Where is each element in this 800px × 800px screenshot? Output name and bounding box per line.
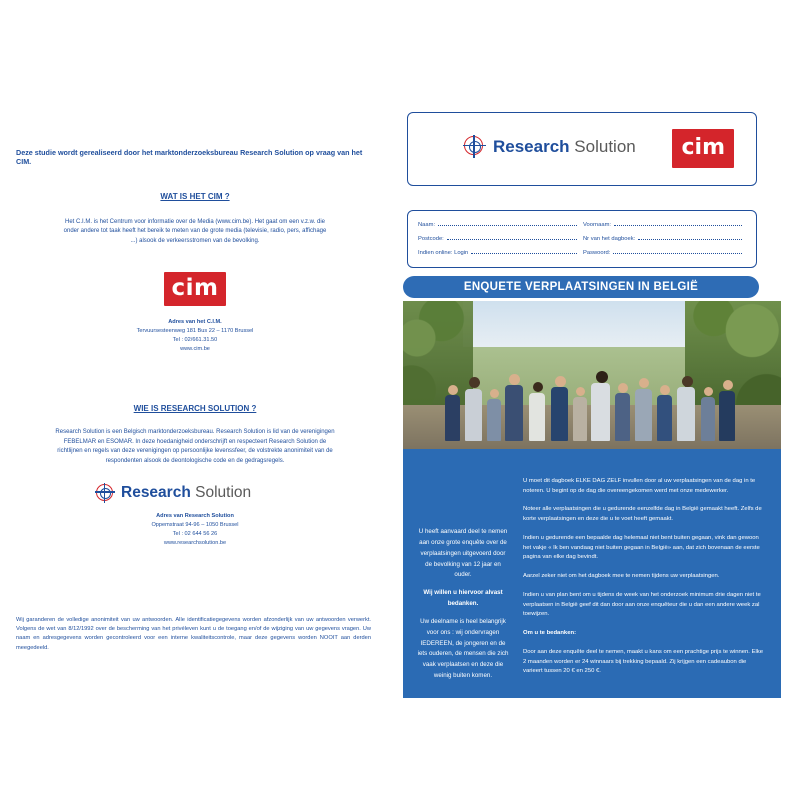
research-solution-wordmark-bold: Research	[121, 484, 191, 502]
cim-website-link[interactable]: www.cim.be	[180, 345, 210, 352]
rs-address-line1: Oppemstraat 94-96 – 1050 Brussel	[151, 521, 239, 528]
reward-title: Om u te bedanken:	[523, 630, 577, 637]
logo-card	[407, 112, 757, 186]
instruction-paragraph-5: Indien u van plan bent om u tijdens de week van het onderzoek minimum drie dagen niet te verplaatsen in België geef dit dan door aan onze enquêteur die u dan een andere week zal toewijzen.	[523, 591, 761, 618]
instructions-left-column	[417, 527, 509, 682]
research-solution-wordmark-light: Solution	[574, 137, 636, 156]
paswoord-label: Paswoord:	[583, 250, 611, 256]
privacy-footer-note: Wij garanderen de volledige anonimiteit van uw antwoorden. Alle identificatiegegevens worden afzonderlijk van uw antwoorden verwerkt. Volgens de wet van 8/12/1992 over de bescherming van het privéleven kunt u de toegang en/of de wijziging van uw gegevens vragen. Uw naam en adresgegevens worden gecontroleerd voor een interne kwaliteitscontrole, maar deze gegevens worden NOOIT aan derden meegedeeld.	[16, 617, 371, 651]
paswoord-input[interactable]	[613, 247, 742, 254]
login-input[interactable]	[471, 247, 577, 254]
rs-website-link[interactable]: www.researchsolution.be	[163, 539, 227, 546]
intro-line: Deze studie wordt gerealiseerd door het marktonderzoeksbureau Research Solution op vraag van het CIM.	[16, 148, 363, 167]
login-label: Indien online: Login	[418, 250, 469, 256]
reward-paragraph: Door aan deze enquête deel te nemen, maakt u kans om een prachtige prijs te winnen. Elke 2 maanden worden er 24 winnaars bij trekking bepaald. Zij krijgen een cadeaubon die varieert tussen 20 € en 250 €.	[523, 648, 764, 675]
research-solution-address	[0, 512, 390, 548]
left-page	[0, 0, 390, 800]
section-what-is-cim-body: Het C.I.M. is het Centrum voor informatie over de Media (www.cim.be). Het gaat om een v.z.w. die onder andere tot taak heeft het bereik te meten van de grote media (televisie, radio, pers, affichage ...) alsook de verkeersstromen van de bevolking.	[63, 219, 327, 244]
cim-logo	[0, 272, 390, 306]
photo-sky	[463, 301, 703, 347]
instruction-paragraph-2: Noteer alle verplaatsingen die u gedurende eenzelfde dag in België gemaakt heeft. Zelfs de korte verplaatsingen en deze die u te voet heeft gemaakt.	[523, 506, 762, 523]
research-solution-wordmark-light: Solution	[195, 484, 252, 502]
cim-wordmark: cim	[164, 272, 227, 306]
section-who-is-research-solution-title: WIE IS RESEARCH SOLUTION ?	[133, 404, 257, 413]
dagboek-nummer-label: Nr van het dagboek:	[583, 236, 636, 242]
rs-address-line2: Tel : 02 644 56 26	[172, 530, 218, 537]
voornaam-input[interactable]	[614, 219, 742, 226]
right-page	[390, 104, 785, 704]
instruction-paragraph-4: Aarzel zeker niet om het dagboek mee te nemen tijdens uw verplaatsingen.	[523, 573, 720, 580]
research-solution-wordmark-bold: Research	[493, 137, 570, 156]
instructions-right-column	[523, 477, 767, 686]
cim-wordmark-header: cim	[672, 129, 734, 168]
section-who-is-research-solution-body: Research Solution is een Belgisch marktonderzoeksbureau. Research Solution is lid van de verenigingen FEBELMAR en ESOMAR. In deze hoedanigheid onderschrijft en respecteert Research Solution de richtlijnen en regels van deze verenigingen op persoonlijke levenssfeer, de volstrekte anonimiteit van de respondenten alsook de deontologische code en de gedragsregels.	[55, 429, 335, 464]
instruction-paragraph-3: Indien u gedurende een bepaalde dag helemaal niet bent buiten gegaan, vink dan gewoon het vakje « Ik ben vandaag niet buiten gegaan in België» aan, dat zich bovenaan de eerste pagina van elke dag bevindt.	[523, 534, 760, 561]
thank-you-paragraph-2: Uw deelname is heel belangrijk voor ons : wij ondervragen IEDEREEN, de jongeren en de iets ouderen, de mensen die zich vaak verplaatsen en deze die weinig buiten komen.	[417, 617, 509, 680]
research-solution-logo-header	[463, 135, 636, 158]
cim-address-line2: Tel : 02/661.31.50	[172, 336, 218, 343]
rs-address-title: Adres van Research Solution	[156, 513, 234, 519]
respondent-form	[407, 210, 757, 268]
naam-input[interactable]	[438, 219, 577, 226]
crowd-photo	[403, 301, 781, 449]
research-solution-logo	[95, 480, 295, 506]
survey-title-banner: ENQUETE VERPLAATSINGEN IN BELGIË	[403, 276, 759, 298]
instructions-panel	[403, 449, 781, 698]
cim-address-line1: Tervuursesteenweg 181 Bus 22 – 1170 Brussel	[136, 327, 254, 334]
target-icon	[463, 135, 486, 158]
dagboek-nummer-input[interactable]	[638, 233, 742, 240]
photo-crowd	[439, 343, 739, 443]
thank-you-bold: Wij willen u hiervoor alvast bedanken.	[423, 589, 503, 608]
postcode-input[interactable]	[447, 233, 577, 240]
section-what-is-cim-title: WAT IS HET CIM ?	[160, 192, 230, 201]
naam-label: Naam:	[418, 222, 436, 228]
cim-address-title: Adres van het C.I.M.	[168, 319, 222, 325]
voornaam-label: Voornaam:	[583, 222, 612, 228]
thank-you-paragraph-1: U heeft aanvaard deel te nemen aan onze grote enquête over de verplaatsingen uitgevoerd door de bevolking van 12 jaar en ouder.	[418, 528, 508, 579]
target-icon	[95, 483, 115, 503]
cim-address	[0, 318, 390, 354]
postcode-label: Postcode:	[418, 236, 444, 242]
instruction-paragraph-1: U moet dit dagboek ELKE DAG ZELF invullen door al uw verplaatsingen van de dag in te noteren. U begint op de dag die overeengekomen werd met onze medewerker.	[523, 478, 756, 494]
